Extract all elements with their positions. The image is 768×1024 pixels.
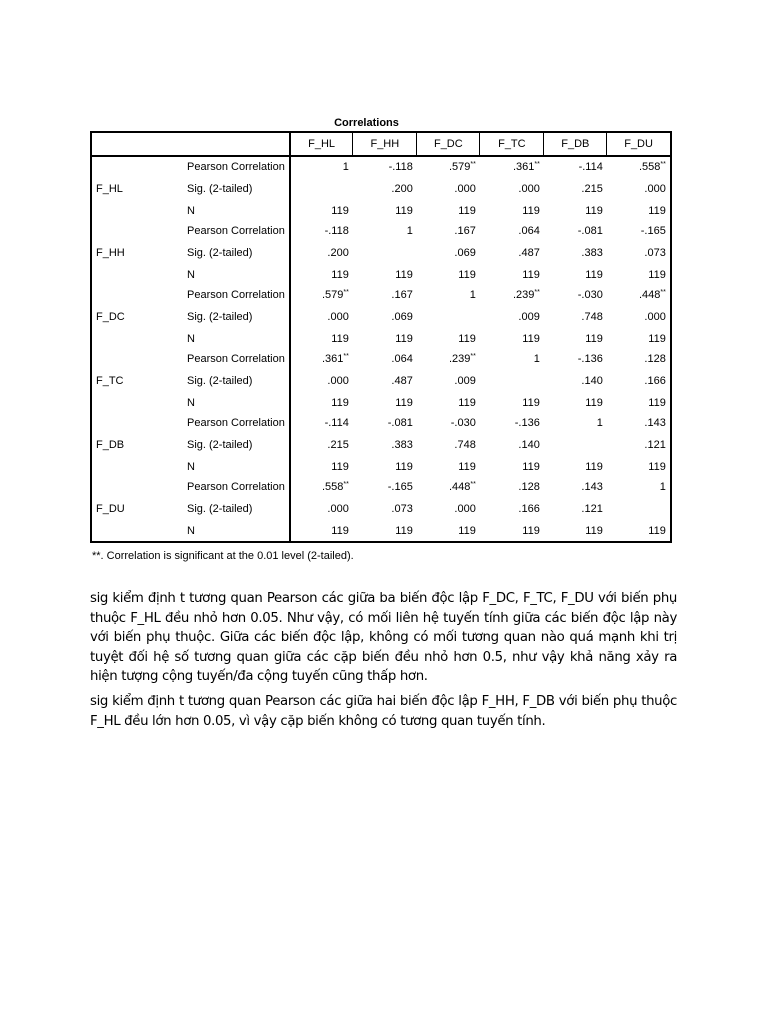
table-cell: .064 [391, 353, 413, 365]
table-cell: .143 [607, 413, 671, 433]
table-cell: 119 [522, 461, 540, 473]
table-cell: .215 [290, 433, 353, 457]
table-cell: 119 [290, 393, 353, 413]
column-header: F_DC [417, 132, 480, 156]
table-row [91, 521, 671, 542]
significance-marker: ** [534, 289, 540, 296]
table-cell: .000 [518, 183, 540, 195]
table-cell: .000 [607, 305, 671, 329]
table-cell: 119 [458, 333, 476, 345]
table-cell: .167 [391, 289, 413, 301]
significance-marker: ** [660, 161, 666, 168]
table-cell: -.118 [290, 221, 353, 241]
table-cell: .000 [454, 183, 476, 195]
table-cell: .000 [290, 305, 353, 329]
row-variable-label: F_HH [91, 241, 139, 265]
row-statistic-label: N [187, 205, 195, 217]
table-cell: .448** [448, 481, 476, 493]
row-variable-label [91, 221, 139, 241]
row-statistic-label: Pearson Correlation [187, 417, 285, 429]
row-statistic-label: N [187, 269, 195, 281]
row-variable-label [91, 329, 139, 349]
table-cell: 119 [290, 201, 353, 221]
header-empty-var [91, 132, 139, 156]
table-cell: 119 [458, 205, 476, 217]
table-cell: -.136 [514, 417, 540, 429]
table-cell: .167 [454, 225, 476, 237]
significance-marker: ** [343, 289, 349, 296]
correlations-table [90, 131, 672, 543]
table-row [91, 305, 671, 329]
table-cell: 119 [585, 205, 603, 217]
table-cell: 119 [522, 333, 540, 345]
column-header: F_HH [353, 132, 417, 156]
row-statistic-label: N [187, 461, 195, 473]
table-header-row [91, 132, 671, 156]
table-row [91, 433, 671, 457]
table-cell: 119 [417, 521, 480, 542]
row-statistic-label: Sig. (2-tailed) [187, 439, 253, 451]
table-cell: 119 [585, 333, 603, 345]
table-row [91, 369, 671, 393]
significance-marker: ** [343, 353, 349, 360]
table-cell: 119 [395, 205, 413, 217]
row-variable-label [91, 393, 139, 413]
table-cell: .487 [391, 375, 413, 387]
table-cell: 119 [522, 397, 540, 409]
table-cell: .487 [518, 247, 540, 259]
table-row [91, 477, 671, 497]
table-cell: .121 [581, 503, 603, 515]
row-statistic-label: N [187, 397, 195, 409]
table-cell: -.030 [450, 417, 476, 429]
table-cell: 119 [395, 397, 413, 409]
column-header: F_TC [480, 132, 544, 156]
row-variable-label: F_DC [91, 305, 139, 329]
table-cell: 1 [290, 156, 353, 177]
table-cell: .000 [290, 369, 353, 393]
header-empty-stat [139, 132, 290, 156]
table-cell: 119 [522, 205, 540, 217]
table-cell: 119 [544, 521, 607, 542]
row-statistic-label: Sig. (2-tailed) [187, 247, 253, 259]
table-cell: -.165 [387, 481, 413, 493]
table-cell: 119 [290, 265, 353, 285]
table-cell: 119 [395, 333, 413, 345]
significance-marker: ** [470, 353, 476, 360]
table-cell: .073 [391, 503, 413, 515]
table-cell: 119 [607, 329, 671, 349]
table-cell: .064 [518, 225, 540, 237]
column-header: F_HL [290, 132, 353, 156]
table-cell: .200 [391, 183, 413, 195]
table-cell: .239** [512, 289, 540, 301]
table-cell: .239** [448, 353, 476, 365]
row-statistic-label: Sig. (2-tailed) [187, 375, 253, 387]
column-header: F_DB [544, 132, 607, 156]
table-cell: .579** [290, 285, 353, 305]
table-cell: .166 [607, 369, 671, 393]
table-cell: .128 [518, 481, 540, 493]
row-variable-label [91, 349, 139, 369]
table-cell: 1 [469, 289, 476, 301]
table-cell: 119 [458, 269, 476, 281]
table-cell: .748 [581, 311, 603, 323]
table-cell: .215 [581, 183, 603, 195]
table-cell: -.165 [607, 221, 671, 241]
table-row [91, 201, 671, 221]
table-body [91, 156, 671, 542]
table-cell: -.118 [388, 161, 413, 173]
table-cell: 119 [522, 269, 540, 281]
table-cell: 119 [585, 397, 603, 409]
table-cell: .579** [448, 161, 476, 173]
row-variable-label [91, 457, 139, 477]
paragraph: sig kiểm định t tương quan Pearson các giữa hai biến độc lập F_HH, F_DB với biến phụ thuộc F_HL đều lớn hơn 0.05, vì vậy cặp biến không có tương quan tuyến tính. [90, 694, 677, 729]
table-cell: .748 [454, 439, 476, 451]
row-statistic-label: Pearson Correlation [187, 161, 285, 173]
table-cell: 119 [290, 521, 353, 542]
table-cell: .200 [290, 241, 353, 265]
table-cell [607, 497, 671, 521]
row-variable-label [91, 156, 139, 177]
row-statistic-label: N [139, 521, 290, 542]
row-statistic-label: Pearson Correlation [187, 289, 285, 301]
table-cell [544, 433, 607, 457]
table-row [91, 393, 671, 413]
table-row [91, 329, 671, 349]
table-cell: 119 [290, 329, 353, 349]
table-row [91, 241, 671, 265]
row-statistic-label: Sig. (2-tailed) [187, 503, 253, 515]
table-cell [290, 177, 353, 201]
significance-marker: ** [470, 161, 476, 168]
significance-marker: ** [534, 161, 540, 168]
table-cell: 1 [406, 225, 413, 237]
table-cell: .000 [454, 503, 476, 515]
table-cell: -.081 [577, 225, 603, 237]
table-cell: .166 [518, 503, 540, 515]
row-statistic-label: Pearson Correlation [187, 481, 285, 493]
table-cell: .009 [518, 311, 540, 323]
paragraph: sig kiểm định t tương quan Pearson các giữa ba biến độc lập F_DC, F_TC, F_DU với biến phụ thuộc F_HL đều nhỏ hơn 0.05. Như vậy, có mối liên hệ tuyến tính giữa các biến độc lập này với biến phụ thuộc. Giữa các biến độc lập, không có mối tương quan nào quá mạnh khi trị tuyệt đối hệ số tương quan giữa các cặp biến đều nhỏ hơn 0.5, như vậy khả năng xảy ra hiện tượng cộng tuyến/đa cộng tuyến cũng thấp hơn. [90, 591, 677, 684]
table-cell [480, 369, 544, 393]
table-row [91, 457, 671, 477]
row-variable-label: F_DU [91, 497, 139, 521]
row-variable-label: F_HL [91, 177, 139, 201]
row-variable-label [91, 413, 139, 433]
table-cell: -.030 [577, 289, 603, 301]
table-cell: .143 [581, 481, 603, 493]
table-cell: .069 [454, 247, 476, 259]
row-variable-label [91, 521, 139, 542]
table-cell: 119 [585, 461, 603, 473]
table-cell: 119 [607, 457, 671, 477]
table-cell: .383 [391, 439, 413, 451]
row-variable-label [91, 201, 139, 221]
table-cell: 1 [596, 417, 603, 429]
row-variable-label: F_TC [91, 369, 139, 393]
table-cell: 119 [585, 269, 603, 281]
table-row [91, 177, 671, 201]
table-row [91, 285, 671, 305]
table-cell: 1 [533, 353, 540, 365]
table-cell: 1 [607, 477, 671, 497]
table-cell: 119 [607, 201, 671, 221]
row-statistic-label: Pearson Correlation [187, 225, 285, 237]
significance-marker: ** [343, 481, 349, 488]
row-variable-label [91, 477, 139, 497]
table-row [91, 221, 671, 241]
table-cell: .558** [290, 477, 353, 497]
table-cell: -.136 [577, 353, 603, 365]
row-variable-label: F_DB [91, 433, 139, 457]
table-cell: .073 [607, 241, 671, 265]
table-row [91, 497, 671, 521]
table-cell: .069 [391, 311, 413, 323]
table-footnote: **. Correlation is significant at the 0.01 level (2-tailed). [92, 550, 354, 562]
table-cell [417, 305, 480, 329]
table-cell: .121 [607, 433, 671, 457]
table-cell: 119 [290, 457, 353, 477]
table-title: Correlations [334, 117, 399, 129]
table-cell: .000 [607, 177, 671, 201]
column-header: F_DU [607, 132, 671, 156]
row-statistic-label: Sig. (2-tailed) [187, 183, 253, 195]
row-statistic-label: Pearson Correlation [187, 353, 285, 365]
table-cell: 119 [607, 265, 671, 285]
table-cell: .009 [454, 375, 476, 387]
table-cell: 119 [395, 461, 413, 473]
table-cell: -.081 [387, 417, 413, 429]
table-cell: .128 [607, 349, 671, 369]
table-cell [353, 241, 417, 265]
table-cell: 119 [353, 521, 417, 542]
row-statistic-label: N [187, 333, 195, 345]
table-cell: -.114 [578, 161, 603, 173]
significance-marker: ** [470, 481, 476, 488]
table-cell: .383 [581, 247, 603, 259]
row-variable-label [91, 285, 139, 305]
table-cell: .140 [518, 439, 540, 451]
table-cell: 119 [607, 393, 671, 413]
table-cell: 119 [395, 269, 413, 281]
row-variable-label [91, 265, 139, 285]
significance-marker: ** [660, 289, 666, 296]
table-row [91, 349, 671, 369]
table-cell: 119 [607, 521, 671, 542]
table-cell: 119 [480, 521, 544, 542]
table-cell: .361** [512, 161, 540, 173]
table-cell: .140 [581, 375, 603, 387]
table-cell: .000 [290, 497, 353, 521]
table-cell: .361** [290, 349, 353, 369]
table-cell: -.114 [290, 413, 353, 433]
table-cell: 119 [458, 461, 476, 473]
table-cell: .558** [607, 156, 671, 177]
table-row [91, 413, 671, 433]
table-cell: .448** [607, 285, 671, 305]
row-statistic-label: Sig. (2-tailed) [187, 311, 253, 323]
table-cell: 119 [458, 397, 476, 409]
table-row [91, 156, 671, 177]
table-row [91, 265, 671, 285]
